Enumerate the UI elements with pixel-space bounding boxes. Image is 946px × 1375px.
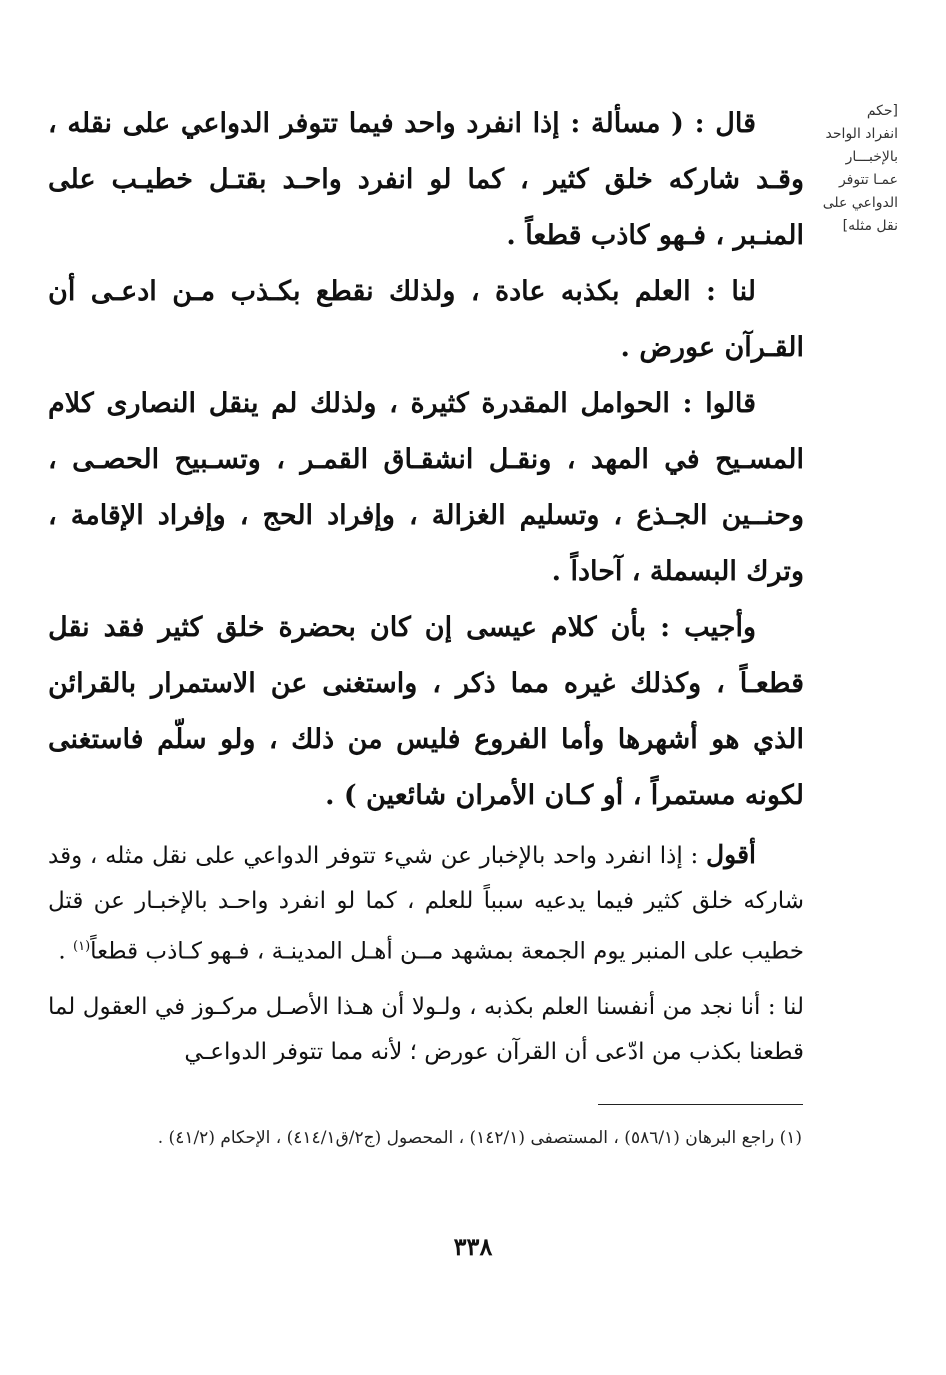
commentary-paragraph [48, 832, 804, 975]
main-text [48, 96, 804, 1075]
matn-paragraph: لنا : العلم بكذبه عادة ، ولذلك نقطع بكـذب مـن ادعـى أن القـرآن عورض . [48, 276, 804, 363]
matn-paragraph: قال : ( مسألة : إذا انفرد واحد فيما تتوفر الدواعي على نقله ، وقـد شاركه خلق كثير ، كما لو انفرد واحـد بقتـل خطيـب على المنـبر ، فـهو كاذب قطعاً . [48, 108, 804, 251]
footnote-divider [598, 1104, 803, 1105]
commentary-text-end: . [58, 938, 73, 965]
page-number: ٣٣٨ [453, 1232, 493, 1261]
commentary-paragraph: لنا : أنا نجد من أنفسنا العلم بكذبه ، ولـولا أن هـذا الأصـل مركـوز في العقول لما قطعنا بكذب من ادّعى أن القرآن عورض ؛ لأنه مما تتوفر الدواعـي [48, 993, 804, 1065]
commentary-text: : إذا انفرد واحد بالإخبار عن شيء تتوفر الدواعي على نقل مثله ، وقد شاركه خلق كثير فيما يدعيه سبباً للعلم ، كما لو انفرد واحـد بالإخبـار عن قتل خطيب على المنبر يوم الجمعة بمشهد مــن أهـل المدينـة ، فـهو كـاذب قطعاً [48, 843, 804, 965]
commentary-lead-word: أقول [706, 840, 756, 869]
margin-heading-line: عمـا تتوفر [838, 172, 898, 188]
matn-paragraph: قالوا : الحوامل المقدرة كثيرة ، ولذلك لم ينقل النصارى كلام المسـيح في المهد ، ونقـل انشقـاق القمـر ، وتسـبيح الحصـى ، وحنــين الجـذع ، وتسليم الغزالة ، وإفراد الحج ، وإفراد الإقامة ، وترك البسملة ، آحاداً . [48, 388, 804, 587]
margin-heading-line: بالإخبـــار [845, 149, 898, 165]
margin-heading-line: انفراد الواحد [825, 126, 898, 142]
footnote: (١) راجع البرهان (٥٨٦/١) ، المستصفى (١٤٢/١) ، المحصول (ج٢/ق٤١٤/١) ، الإحكام (٤١/٢) . [157, 1128, 802, 1148]
margin-heading-line: [حكم [866, 103, 898, 119]
matn-block [48, 96, 804, 824]
footnote-reference[interactable]: (١) [73, 939, 91, 954]
margin-heading-line: نقل مثله] [842, 218, 898, 234]
margin-heading [808, 100, 898, 238]
margin-heading-line: الدواعي على [822, 195, 898, 211]
matn-paragraph: وأجيب : بأن كلام عيسى إن كان بحضرة خلق كثير فقد نقل قطعـاً ، وكذلك غيره مما ذكر ، واستغنى عن الاستمرار بالقرائن الذي هو أشهرها وأما الفروع فليس من ذلك ، ولو سلّم فاستغنى لكونه مستمراً ، أو كـان الأمران شائعين ) . [48, 612, 804, 811]
commentary-block [48, 832, 804, 1075]
